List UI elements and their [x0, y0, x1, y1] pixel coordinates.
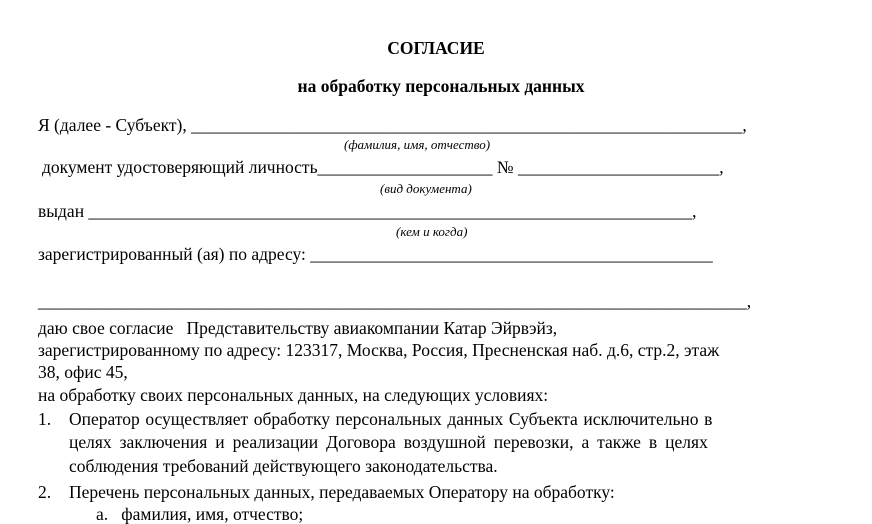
consent-line-3: 38, офис 45, — [38, 362, 128, 382]
consent-line-1: даю свое согласие Представительству авиакомпании Катар Эйрвэйз, — [38, 318, 558, 338]
caption-document-type: (вид документа) — [380, 181, 472, 196]
document-title: СОГЛАСИЕ — [387, 38, 485, 58]
caption-issued-by: (кем и когда) — [396, 224, 468, 239]
address-line: зарегистрированный (ая) по адресу: ______________________________________________ — [38, 244, 713, 264]
item-2-line-1: Перечень персональных данных, передаваемых Оператору на обработку: — [69, 482, 615, 502]
consent-line-2: зарегистрированному по адресу: 123317, Москва, Россия, Пресненская наб. д.6, стр.2, этаж — [38, 340, 720, 360]
item-2-number: 2. — [38, 482, 52, 502]
document-subtitle: на обработку персональных данных — [297, 76, 585, 96]
document-line: документ удостоверяющий личность____________________ № _______________________, — [42, 157, 724, 177]
item-2-subitem-partial: а. фамилия, имя, отчество; — [96, 504, 304, 524]
caption-fio: (фамилия, имя, отчество) — [344, 137, 491, 152]
item-1-number: 1. — [38, 409, 52, 429]
item-1-line-2: целях заключения и реализации Договора воздушной перевозки, а также в целях — [69, 432, 708, 452]
item-1-line-3: соблюдения требований действующего законодательства. — [69, 456, 498, 476]
blank-line: _________________________________________________________________________________, — [38, 291, 752, 311]
item-1-line-1: Оператор осуществляет обработку персональных данных Субъекта исключительно в — [69, 409, 713, 429]
subject-line: Я (далее - Субъект), _______________________________________________________________, — [38, 115, 747, 135]
issued-line: выдан _____________________________________________________________________, — [38, 201, 697, 221]
consent-line-4: на обработку своих персональных данных, на следующих условиях: — [38, 385, 549, 405]
